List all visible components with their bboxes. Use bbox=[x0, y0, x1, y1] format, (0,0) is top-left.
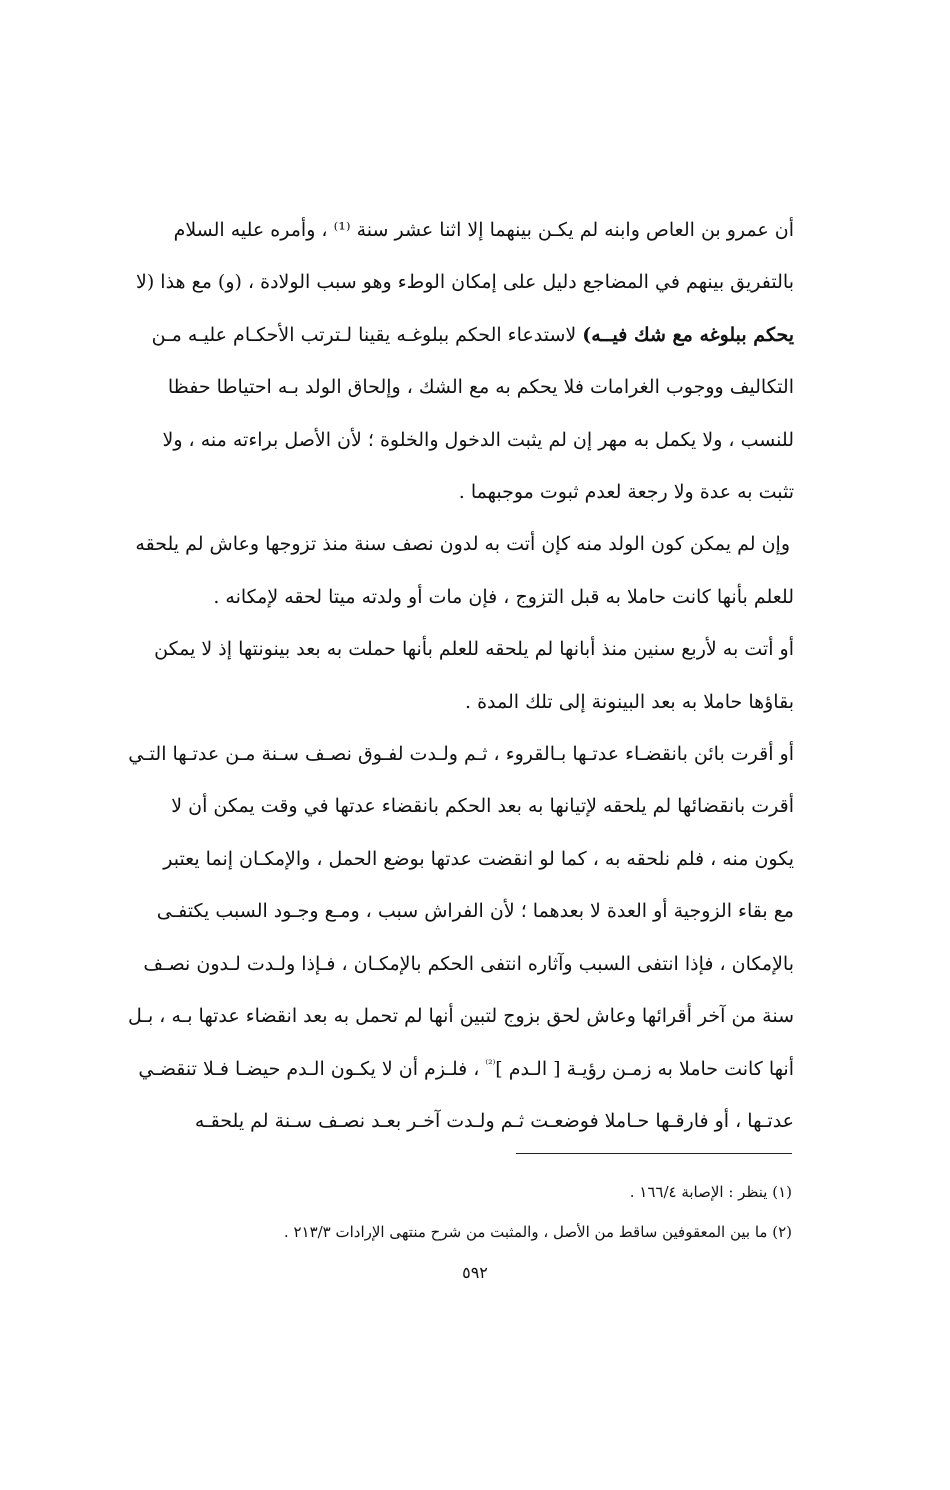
body-line-16: سنة من آخر أقرائها وعاش لحق بزوج لتبين أنها لم تحمل به بعد انقضاء عدتها بـه ، بـل bbox=[128, 1005, 794, 1028]
footnote-divider bbox=[516, 1153, 792, 1154]
body-line-1: أن عمرو بن العاص وابنه لم يكـن بينهما إلا اثنا عشر سنة ⁽¹⁾ ، وأمره عليه السلام bbox=[173, 219, 794, 241]
body-line-6: تثبت به عدة ولا رجعة لعدم ثبوت موجبهما . bbox=[458, 481, 794, 504]
body-line-18: عدتـها ، أو فارقـها حـاملا فوضعـت ثـم ولـدت آخـر بعـد نصـف سـنة لم يلحقـه bbox=[194, 1109, 794, 1132]
body-line-11: أو أقرت بائن بانقضـاء عدتـها بـالقروء ، ثـم ولـدت لفـوق نصـف سـنة مـن عدتـها التـي bbox=[128, 743, 794, 766]
body-line-7: وإن لم يمكن كون الولد منه كإن أتت به لدون نصف سنة منذ تزوجها وعاش لم يلحقه bbox=[135, 533, 790, 556]
body-line-3 bbox=[52, 309, 794, 361]
body-line-17-end: ، فلـزم أن لا يكـون الـدم حيضـا فـلا تنقضـي bbox=[138, 1057, 486, 1080]
footnotes bbox=[172, 1172, 792, 1252]
body-line-14: مع بقاء الزوجية أو العدة لا بعدهما ؛ لأن الفراش سبب ، ومـع وجـود السبب يكتفـى bbox=[156, 900, 794, 923]
body-line-2: بالتفريق بينهم في المضاجع دليل على إمكان الوطء وهو سبب الولادة ، (و) مع هذا (لا bbox=[136, 271, 794, 294]
body-line-10: بقاؤها حاملا به بعد البينونة إلى تلك المدة . bbox=[464, 690, 794, 713]
body-line-12: أقرت بانقضائها لم يلحقه لإتيانها به بعد الحكم بانقضاء عدتها في وقت يمكن أن لا bbox=[171, 795, 794, 818]
main-body-text bbox=[52, 204, 794, 1147]
footnote-1: (١) ينظر : الإصابة ١٦٦/٤ . bbox=[629, 1183, 792, 1201]
body-line-15: بالإمكان ، فإذا انتفى السبب وآثاره انتفى الحكم بالإمكـان ، فـإذا ولـدت لـدون نصـف bbox=[143, 952, 794, 975]
body-line-4: التكاليف ووجوب الغرامات فلا يحكم به مع الشك ، وإلحاق الولد بـه احتياطا حفظا bbox=[167, 376, 794, 399]
body-line-17 bbox=[52, 1043, 794, 1095]
body-line-3-rest: لاستدعاء الحكم ببلوغـه يقينا لـترتب الأحكـام عليـه مـن bbox=[151, 323, 583, 346]
bold-phrase: يحكم ببلوغه مع شك فيــه) bbox=[582, 323, 794, 346]
footnote-ref-2: ⁽²⁾ bbox=[485, 1057, 496, 1071]
body-line-5: للنسب ، ولا يكمل به مهر إن لم يثبت الدخول والخلوة ؛ لأن الأصل براءته منه ، ولا bbox=[162, 428, 794, 451]
body-line-17-start: أنها كانت حاملا به زمـن رؤيـة [ الـدم ] bbox=[495, 1057, 794, 1080]
body-line-8: للعلم بأنها كانت حاملا به قبل التزوج ، فإن مات أو ولدته ميتا لحقه لإمكانه . bbox=[213, 585, 794, 608]
footnote-2: (٢) ما بين المعقوفين ساقط من الأصل ، والمثبت من شرح منتهى الإرادات ٢١٣/٣ . bbox=[283, 1223, 792, 1241]
body-line-13: يكون منه ، فلم نلحقه به ، كما لو انقضت عدتها بوضع الحمل ، والإمكـان إنما يعتبر bbox=[163, 847, 794, 870]
page-number: ٥٩٢ bbox=[462, 1263, 488, 1282]
body-line-9: أو أتت به لأربع سنين منذ أبانها لم يلحقه للعلم بأنها حملت به بعد بينونتها إذ لا يمكن bbox=[154, 638, 794, 661]
